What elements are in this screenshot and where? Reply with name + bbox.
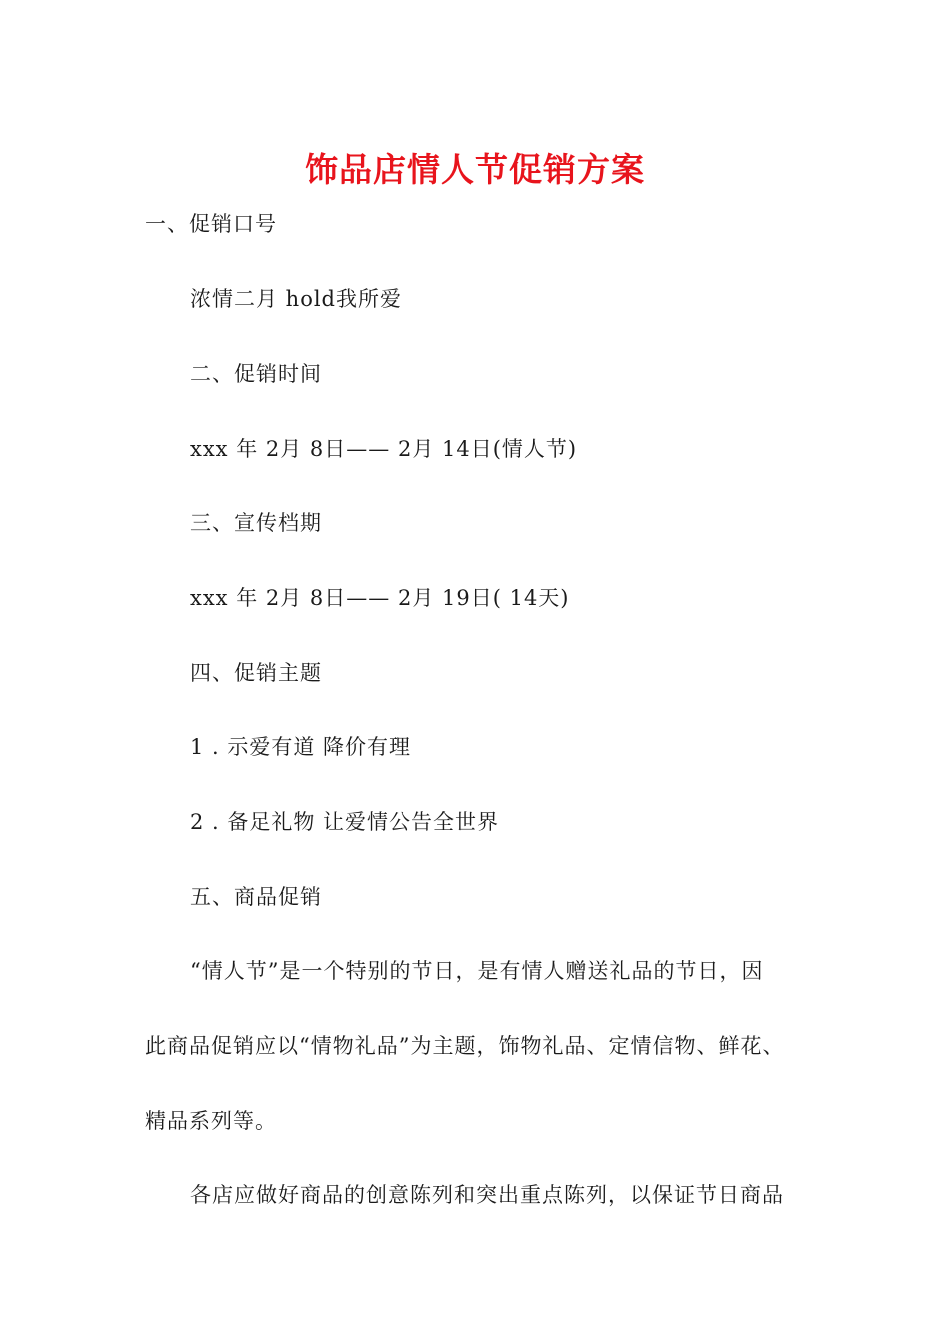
paragraph-line: 精品系列等。 (145, 1109, 277, 1133)
paragraph-line: 此商品促销应以“情物礼品”为主题，饰物礼品、定情信物、鲜花、 (145, 1034, 785, 1058)
document-title: 饰品店情人节促销方案 (305, 150, 645, 189)
section-heading-slogan: 一、促销口号 (145, 212, 277, 236)
slogan-text: 浓情二月 hold我所爱 (190, 287, 403, 311)
theme-item-1: 1 . 示爱有道 降价有理 (190, 735, 412, 759)
theme-item-2: 2 . 备足礼物 让爱情公告全世界 (190, 810, 500, 834)
paragraph-line: 各店应做好商品的创意陈列和突出重点陈列，以保证节日商品 (190, 1183, 784, 1207)
section-heading-time: 二、促销时间 (190, 362, 322, 386)
section-heading-products: 五、商品促销 (190, 885, 322, 909)
promotion-time-text: xxx 年 2月 8日—— 2月 14日(情人节) (190, 437, 578, 461)
paragraph-line: “情人节”是一个特别的节日，是有情人赠送礼品的节日，因 (190, 959, 764, 983)
publicity-period-text: xxx 年 2月 8日—— 2月 19日( 14天) (190, 586, 570, 610)
section-heading-publicity: 三、宣传档期 (190, 511, 322, 535)
section-heading-theme: 四、促销主题 (190, 661, 322, 685)
